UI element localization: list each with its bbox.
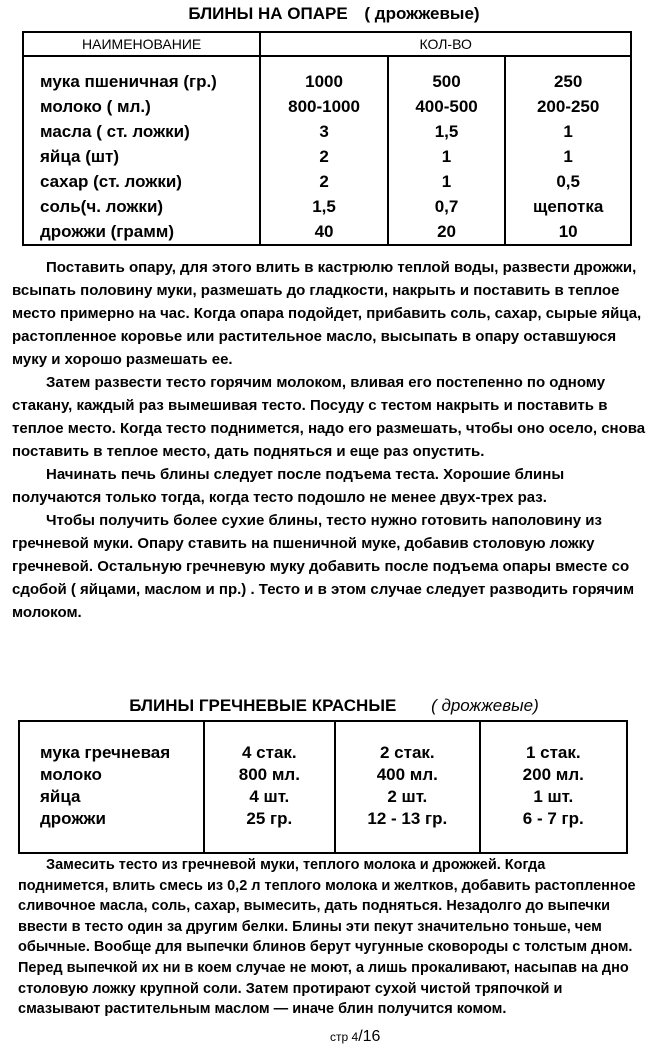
quantity-cell: 2 шт. xyxy=(335,786,479,808)
recipe-title-2 xyxy=(0,696,668,716)
ingredient-name: масла ( ст. ложки) xyxy=(40,121,190,141)
quantity-cell: 2 стак. xyxy=(335,721,479,764)
quantity-cell: 1 стак. xyxy=(480,721,627,764)
quantity-cell: 250 xyxy=(505,56,631,94)
ingredient-name: молоко xyxy=(40,765,102,784)
ingredient-name: дрожжи xyxy=(40,809,106,828)
ingredient-name: сахар (ст. ложки) xyxy=(40,171,182,191)
quantity-cell: щепотка xyxy=(505,194,631,219)
quantity-cell: 4 стак. xyxy=(204,721,336,764)
quantity-cell: 800 мл. xyxy=(204,764,336,786)
quantity-cell: 2 xyxy=(260,144,387,169)
header-quantity: КОЛ-ВО xyxy=(260,32,631,56)
page-total: /16 xyxy=(358,1028,381,1045)
ingredient-name: мука гречневая xyxy=(40,743,171,762)
quantity-cell: 25 гр. xyxy=(204,808,336,853)
quantity-cell: 400-500 xyxy=(388,94,506,119)
recipe-instructions-1 xyxy=(12,256,652,624)
table-row xyxy=(19,808,627,853)
quantity-cell: 0,7 xyxy=(388,194,506,219)
quantity-cell: 20 xyxy=(388,219,506,245)
ingredient-name: дрожжи (грамм) xyxy=(40,221,175,241)
quantity-cell: 400 мл. xyxy=(335,764,479,786)
quantity-cell: 40 xyxy=(260,219,387,245)
quantity-cell: 6 - 7 гр. xyxy=(480,808,627,853)
quantity-cell: 10 xyxy=(505,219,631,245)
table-row xyxy=(19,786,627,808)
recipe-instructions-2 xyxy=(18,855,638,1020)
quantity-cell: 4 шт. xyxy=(204,786,336,808)
ingredient-name: яйца (шт) xyxy=(40,146,120,166)
quantity-cell: 1 xyxy=(388,169,506,194)
paragraph: Чтобы получить более сухие блины, тесто нужно готовить наполовину из гречневой муки. Опару ставить на пшеничной муке, добавив столовую ложку гречневой. Остальную гречневую муку добавить после подъема опары вместе со сдобой ( яйцами, маслом и пр.) . Тесто и в этом случае следует разводить горячим молоком. xyxy=(12,512,635,621)
paragraph: Замесить тесто из гречневой муки, теплого молока и дрожжей. Когда поднимется, влить смесь из 0,2 л теплого молока и желтков, добавить растопленное сливочное масла, соль, сахар, вымесить, дать подняться. Незадолго до выпечки ввести в тесто один за другим белки. Блины эти пекут значительно тоньше, чем обычные. Вообще для выпечки блинов берут чугунные сковороды с толстым дном. Перед выпечкой их ни в коем случае не моют, а лишь прокаливают, насыпав на дно столовую ложку крупной соли. Затем протирают сухой чистой тряпочкой и смазывают растительным маслом — иначе блин получится комом. xyxy=(18,857,636,1018)
table-row xyxy=(19,721,627,764)
header-name: НАИМЕНОВАНИЕ xyxy=(23,32,260,56)
table-row xyxy=(23,194,631,219)
quantity-cell: 0,5 xyxy=(505,169,631,194)
table-row xyxy=(23,56,631,94)
paragraph: Затем развести тесто горячим молоком, вливая его постепенно по одному стакану, каждый раз вымешивая тесто. Посуду с тестом накрыть и поставить в теплое место. Когда тесто поднимется, надо его размешать, чтобы оно осело, снова поставить в теплое место, дать подняться и еще раз опустить. xyxy=(12,374,646,460)
quantity-cell: 1 xyxy=(505,119,631,144)
paragraph: Начинать печь блины следует после подъема теста. Хорошие блины получаются только тогда, когда тесто подошло не менее двух-трех раз. xyxy=(12,466,565,506)
quantity-cell: 1000 xyxy=(260,56,387,94)
ingredient-name: яйца xyxy=(40,787,81,806)
quantity-cell: 1 xyxy=(388,144,506,169)
table-row xyxy=(23,219,631,245)
recipe-title-1-subtitle: ( дрожжевые) xyxy=(364,4,480,23)
table-row xyxy=(23,144,631,169)
page-number: стр 4 xyxy=(330,1030,359,1044)
quantity-cell: 2 xyxy=(260,169,387,194)
ingredient-name: мука пшеничная (гр.) xyxy=(40,71,217,91)
quantity-cell: 800-1000 xyxy=(260,94,387,119)
page-footer xyxy=(330,1028,380,1046)
table-row xyxy=(23,119,631,144)
recipe-title-2-subtitle: ( дрожжевые) xyxy=(431,696,539,715)
ingredients-table-2 xyxy=(18,720,628,854)
ingredients-table-1 xyxy=(22,31,632,246)
quantity-cell: 200 мл. xyxy=(480,764,627,786)
quantity-cell: 1,5 xyxy=(260,194,387,219)
quantity-cell: 1,5 xyxy=(388,119,506,144)
table-row xyxy=(19,764,627,786)
table-row xyxy=(23,169,631,194)
table-row xyxy=(23,94,631,119)
quantity-cell: 12 - 13 гр. xyxy=(335,808,479,853)
paragraph: Поставить опару, для этого влить в кастрюлю теплой воды, развести дрожжи, всыпать половину муки, размешать до гладкости, накрыть и поставить в теплое место примерно на час. Когда опара подойдет, прибавить соль, сахар, сырые яйца, растопленное коровье или растительное масло, высыпать в опару оставшуюся муку и хорошо размешать ее. xyxy=(12,259,642,368)
quantity-cell: 3 xyxy=(260,119,387,144)
recipe-title-1 xyxy=(0,4,668,24)
recipe-title-2-text: БЛИНЫ ГРЕЧНЕВЫЕ КРАСНЫЕ xyxy=(129,696,397,715)
quantity-cell: 500 xyxy=(388,56,506,94)
quantity-cell: 1 xyxy=(505,144,631,169)
ingredient-name: соль(ч. ложки) xyxy=(40,196,164,216)
ingredient-name: молоко ( мл.) xyxy=(40,96,151,116)
quantity-cell: 200-250 xyxy=(505,94,631,119)
quantity-cell: 1 шт. xyxy=(480,786,627,808)
table-header-row xyxy=(23,32,631,56)
recipe-title-1-text: БЛИНЫ НА ОПАРЕ xyxy=(188,4,348,23)
